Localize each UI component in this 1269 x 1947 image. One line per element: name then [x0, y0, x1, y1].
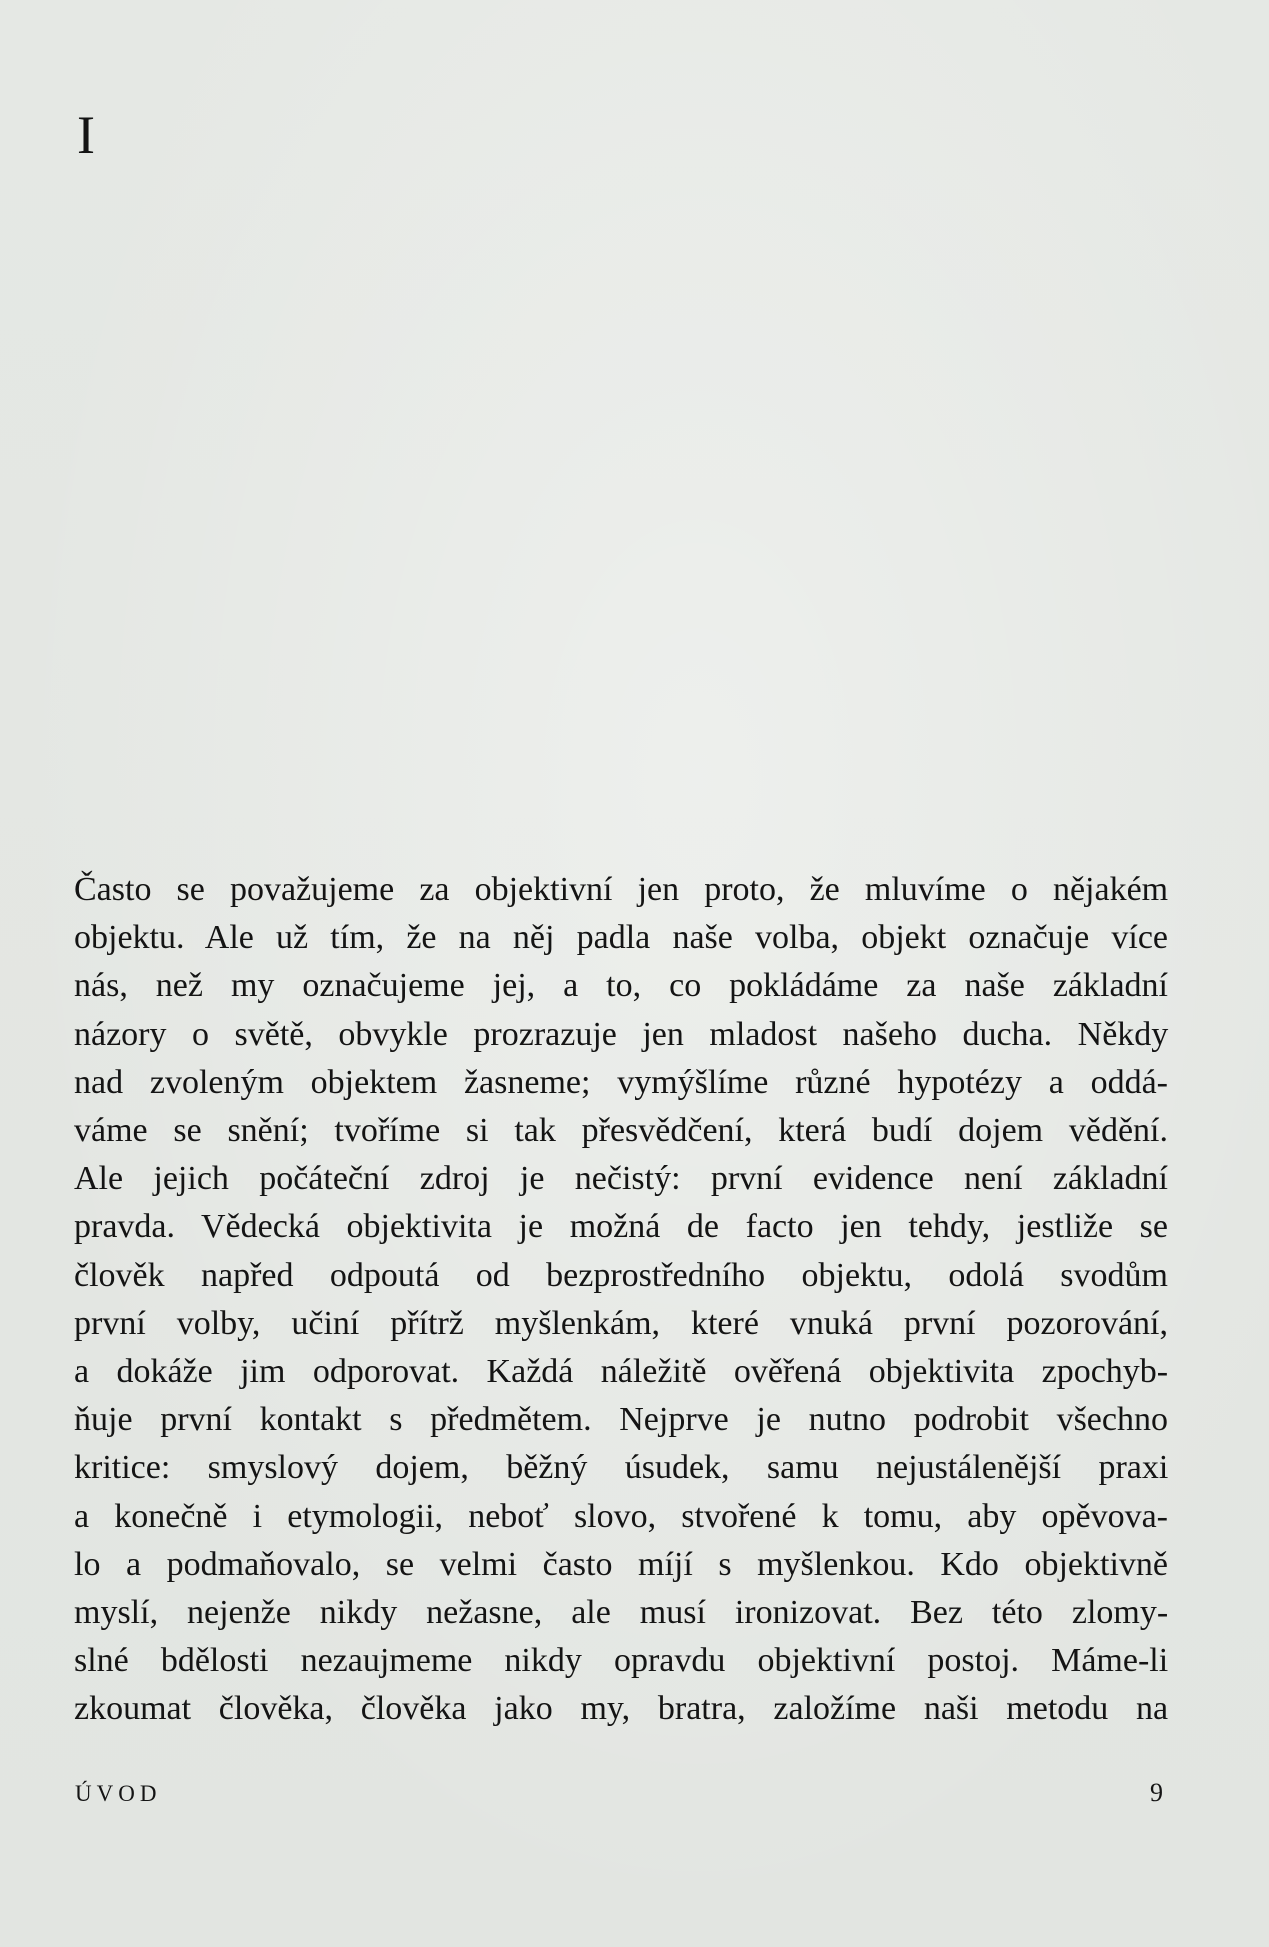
body-paragraph: [74, 866, 1168, 1734]
body-line: Ale jejich počáteční zdroj je nečistý: první evidence není základní: [74, 1160, 1168, 1198]
body-line: pravda. Vědecká objektivita je možná de facto jen tehdy, jestliže se: [74, 1208, 1168, 1246]
body-line: názory o světě, obvykle prozrazuje jen mladost našeho ducha. Někdy: [74, 1015, 1169, 1053]
body-line: první volby, učiní přítrž myšlenkám, které vnuká první pozorování,: [74, 1304, 1168, 1342]
body-line: nás, než my označujeme jej, a to, co pokládáme za naše základní: [74, 967, 1168, 1005]
body-line: váme se snění; tvoříme si tak přesvědčení, která budí dojem vědění.: [74, 1112, 1168, 1150]
running-footer-section: ÚVOD: [75, 1781, 162, 1806]
body-line: zkoumat člověka, člověka jako my, bratra, založíme naši metodu na: [74, 1690, 1169, 1728]
page-number: 9: [1150, 1778, 1163, 1807]
body-line: objektu. Ale už tím, že na něj padla naše volba, objekt označuje více: [74, 919, 1168, 957]
body-line: a dokáže jim odporovat. Každá náležitě ověřená objektivita zpochyb-: [74, 1353, 1169, 1391]
body-line: člověk napřed odpoutá od bezprostředního objektu, odolá svodům: [74, 1256, 1168, 1294]
chapter-numeral: I: [77, 105, 95, 165]
body-line: Často se považujeme za objektivní jen proto, že mluvíme o nějakém: [74, 871, 1169, 908]
body-line: lo a podmaňovalo, se velmi často míjí s myšlenkou. Kdo objektivně: [74, 1545, 1168, 1583]
body-line: ňuje první kontakt s předmětem. Nejprve je nutno podrobit všechno: [74, 1401, 1168, 1439]
body-line: slné bdělosti nezaujmeme nikdy opravdu objektivní postoj. Máme-li: [74, 1642, 1169, 1680]
body-line: nad zvoleným objektem žasneme; vymýšlíme různé hypotézy a oddá-: [74, 1063, 1168, 1101]
body-line: kritice: smyslový dojem, běžný úsudek, samu nejustálenější praxi: [74, 1449, 1169, 1487]
body-line: myslí, nejenže nikdy nežasne, ale musí ironizovat. Bez této zlomy-: [74, 1594, 1169, 1632]
body-line: a konečně i etymologii, neboť slovo, stvořené k tomu, aby opěvova-: [74, 1497, 1168, 1535]
